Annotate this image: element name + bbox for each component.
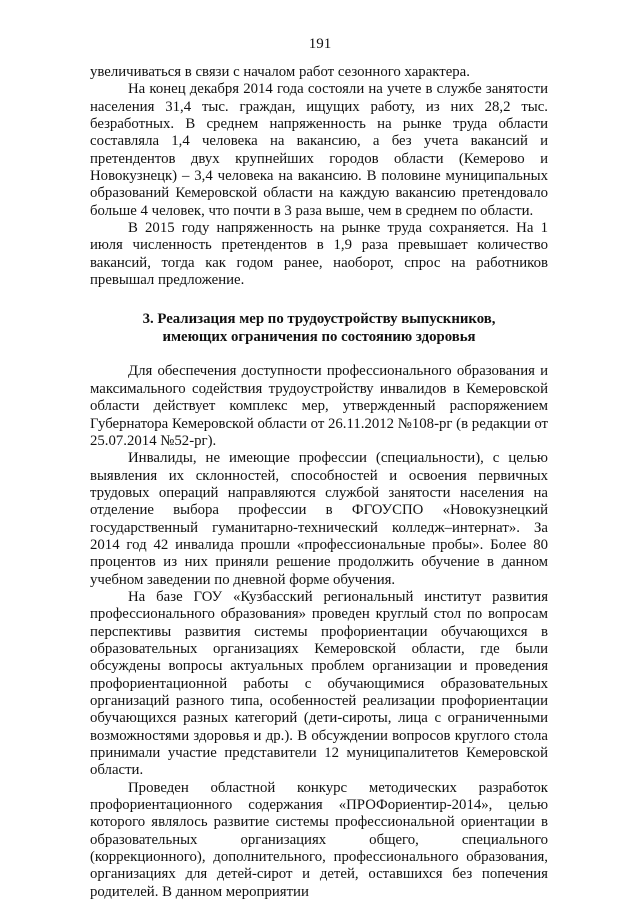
paragraph-round-table: На базе ГОУ «Кузбасский региональный институт развития профессионального образования» проведен круглый стол по вопросам перспективы развития системы профориентации обучающихся в образовательных организациях Кемеровской области, где были обсуждены вопросы актуальных проблем организации и проведения профориентационной работы с обучающимися образовательных организаций разного типа, особенностей реализации профориентации обучающихся разных категорий (дети-сироты, лица с ограниченными возможностями здоровья и др.). В обсуждении вопросов круглого стола принимали участие представители 12 муниципалитетов Кемеровской области.	[90, 588, 548, 779]
paragraph-accessibility-measures: Для обеспечения доступности профессионального образования и максимального содействия трудоустройству инвалидов в Кемеровской области действует комплекс мер, утвержденный распоряжением Губернатора Кемеровской области от 26.11.2012 №108-рг (в редакции от 25.07.2014 №52-рг).	[90, 363, 548, 449]
section-heading	[90, 311, 548, 346]
section-heading-line-1: 3. Реализация мер по трудоустройству выпускников,	[142, 311, 496, 328]
page-body	[90, 64, 548, 901]
section-heading-line-2: имеющих ограничения по состоянию здоровья	[162, 328, 476, 345]
paragraph-unemployment-2014: На конец декабря 2014 года состояли на учете в службе занятости населения 31,4 тыс. граждан, ищущих работу, из них 28,2 тыс. безработных. В среднем напряженность на рынке труда области составляла 1,4 человека на вакансию, а без учета вакансий и претендентов двух крупнейших городов области (Кемерово и Новокузнецк) – 3,4 человека на вакансию. В половине муниципальных образований Кемеровской области на каждую вакансию претендовало больше 4 человек, что почти в 3 раза выше, чем в среднем по области.	[90, 81, 548, 219]
paragraph-labor-market-2015: В 2015 году напряженность на рынке труда сохраняется. На 1 июля численность претендентов в 1,9 раза превышает количество вакансий, тогда как годом ранее, наоборот, спрос на работников превышал предложение.	[90, 220, 548, 289]
paragraph-regional-contest: Проведен областной конкурс методических разработок профориентационного содержания «ПРОФориентир-2014», целью которого являлось развитие системы профессиональной ориентации в образовательных организациях общего, специального (коррекционного), дополнительного, профессионального образования, организациях для детей-сирот и детей, оставшихся без попечения родителей. В данном мероприятии	[90, 779, 548, 900]
page-number: 191	[308, 36, 332, 52]
paragraph-disabled-career-choice: Инвалиды, не имеющие профессии (специальности), с целью выявления их склонностей, способностей и освоения первичных трудовых операций направляются службой занятости населения на отделение выбора профессии в ФГОУСПО «Новокузнецкий государственный гуманитарно-технический колледж–интернат». За 2014 год 42 инвалида прошли «профессиональные пробы». Более 80 процентов из них приняли решение продолжить обучение в данном учебном заведении по дневной форме обучения.	[90, 450, 548, 588]
paragraph-continuation: увеличиваться в связи с началом работ сезонного характера.	[90, 64, 470, 80]
